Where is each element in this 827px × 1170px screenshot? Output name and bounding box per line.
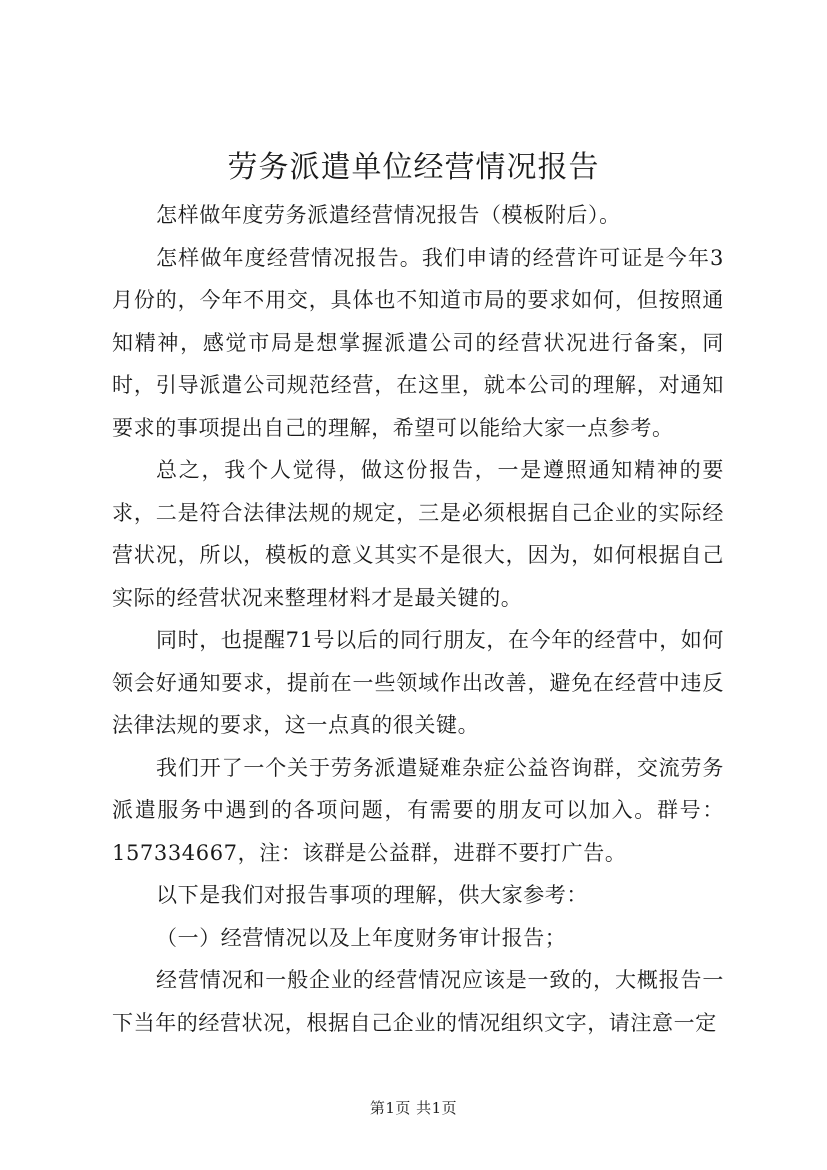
paragraph-lead-in: 以下是我们对报告事项的理解，供大家参考： xyxy=(156,883,588,907)
page-number: 第1页 共1页 xyxy=(369,1099,458,1117)
paragraph-license: 怎样做年度经营情况报告。我们申请的经营许可证是今年3月份的，今年不用交，具体也不知道市局的要求如何，但按照通知精神，感觉市局是想掌握派遣公司的经营状况进行备案，同时，引导派遣公司规范经营，在这里，就本公司的理解，对通知要求的事项提出自己的理解，希望可以能给大家一点参考。 xyxy=(112,245,724,440)
paragraph-operations: 经营情况和一般企业的经营情况应该是一致的，大概报告一下当年的经营状况，根据自己企业的情况组织文字，请注意一定 xyxy=(112,968,724,1035)
paragraph-group: 我们开了一个关于劳务派遣疑难杂症公益咨询群，交流劳务派遣服务中遇到的各项问题，有需要的朋友可以加入。群号：157334667，注：该群是公益群，进群不要打广告。 xyxy=(112,755,724,865)
document-title: 劳务派遣单位经营情况报告 xyxy=(227,150,600,185)
paragraph-intro: 怎样做年度劳务派遣经营情况报告（模板附后）。 xyxy=(156,203,621,227)
paragraph-reminder: 同时，也提醒71号以后的同行朋友，在今年的经营中，如何领会好通知要求，提前在一些领域作出改善，避免在经营中违反法律法规的要求，这一点真的很关键。 xyxy=(112,628,724,737)
section-heading-1: （一）经营情况以及上年度财务审计报告； xyxy=(156,925,567,950)
paragraph-summary: 总之，我个人觉得，做这份报告，一是遵照通知精神的要求，二是符合法律法规的规定，三是必须根据自己企业的实际经营状况，所以，模板的意义其实不是很大，因为，如何根据自己实际的经营状况来整理材料才是最关键的。 xyxy=(112,458,724,610)
document-body xyxy=(112,194,724,1044)
